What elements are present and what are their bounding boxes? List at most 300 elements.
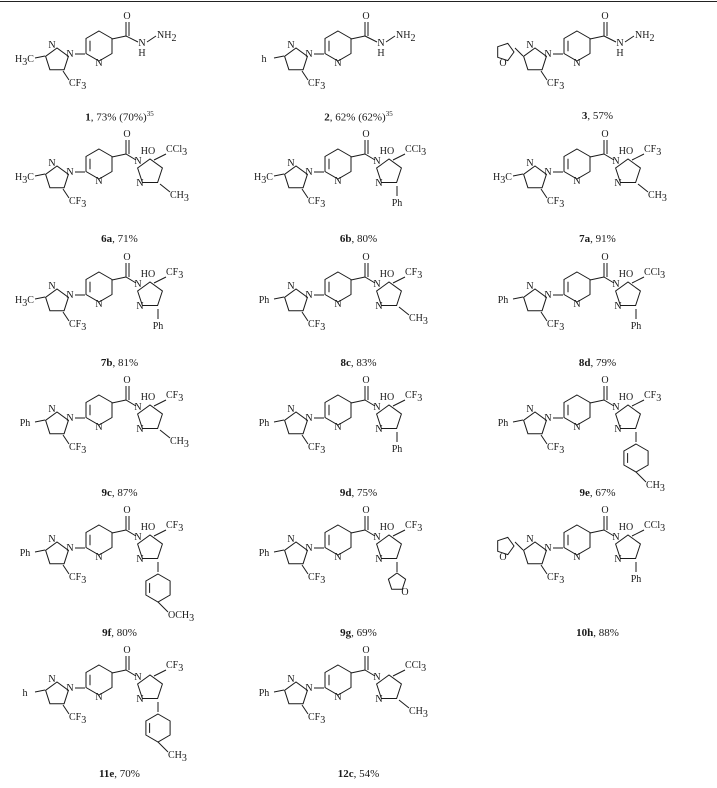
compound-yield: , 83% [350,357,377,369]
ring-n1: N [611,279,620,290]
carbonyl-oxygen: O [122,252,131,263]
pyrazole-ring [523,542,546,564]
bond [632,277,644,283]
cf3-label: CF3 [546,442,564,456]
structure-group [22,645,186,764]
hydroxy-label: HO [379,269,394,280]
compound-cell [478,122,717,249]
cf3-label: CF3 [68,712,86,726]
structure-group [497,375,664,494]
amide-h: H [376,48,385,59]
pyrazole-ring [284,48,307,70]
compound-id: 6a [101,233,113,245]
pyrazole-n1: N [47,281,56,292]
compound-yield: , 80% [351,233,378,245]
structure-diagram [483,122,713,227]
cf3-label: CF3 [68,319,86,333]
bond [126,36,138,42]
x-substituent-label: CCl3 [404,144,426,158]
bond [632,154,644,160]
bond [351,400,365,403]
pyridine-n: N [572,299,581,310]
compound-caption [478,233,717,245]
compound-yield: , 88% [593,627,619,639]
r3-label: Ph [258,418,269,429]
pyridine-n: N [94,692,103,703]
pyrazole-n2: N [543,49,552,60]
pyrazole-n2: N [65,543,74,554]
compound-cell [239,498,478,643]
r3-label: Ph [497,295,508,306]
bond [604,36,616,42]
bond [154,400,166,406]
bond [154,670,166,676]
pyrazole-n1: N [525,534,534,545]
compound-id: 11e [99,768,115,780]
bond [35,297,45,299]
methyl-label: H3C [14,172,34,186]
ring-n1: N [133,402,142,413]
compound-caption [0,233,239,245]
x-substituent-label: CF3 [643,144,661,158]
carbonyl-oxygen: O [600,375,609,386]
pyrazole-ring [284,412,307,434]
structure-group [497,505,664,586]
methyl-label: H3C [14,295,34,309]
pyrazole-n1: N [286,158,295,169]
pyrazole-n2: N [543,543,552,554]
compound-yield: , 57% [587,110,614,122]
pyrazole-n2: N [304,683,313,694]
compound-cell [0,498,239,643]
bond [513,297,523,299]
cf3-label: CF3 [546,196,564,210]
methyl-label: H3C [492,172,512,186]
pyridine-n: N [333,422,342,433]
carbonyl-oxygen: O [600,252,609,263]
bond [112,154,126,157]
furan-oxygen: O [498,552,507,563]
structure-group [254,129,426,210]
methyl-label: H3C [14,54,34,68]
structure-diagram [244,498,474,621]
compound-cell [239,4,478,126]
hydroxy-label: HO [379,146,394,157]
pyrazole-n2: N [304,290,313,301]
bond [160,430,170,438]
hydroxy-label: HO [140,522,155,533]
carbonyl-oxygen: O [361,375,370,386]
r3-label: Ph [19,548,30,559]
compound-id: 6b [339,233,352,245]
pyrazole-n2: N [543,413,552,424]
ring-n1: N [611,156,620,167]
compound-id: 12c [337,768,354,780]
compound-id: 9e [579,487,590,499]
ring-n2: N [374,178,383,189]
bond [274,550,284,552]
compound-yield: , 71% [112,233,138,245]
x-substituent-label: CF3 [165,390,183,404]
structure-diagram [5,245,235,351]
bond [35,690,45,692]
compound-yield: , 79% [590,357,617,369]
pyrazole-n2: N [65,167,74,178]
pyrazole-n2: N [65,49,74,60]
pyrazole-n2: N [65,290,74,301]
methyl-label: CH3 [408,313,428,327]
compound-yield: , 54% [353,768,380,780]
pyrazole-ring [45,289,68,311]
ring-n1: N [133,672,142,683]
ring-n2: N [374,694,383,705]
methyl-label: CH3 [408,706,428,720]
cf3-label: CF3 [68,78,86,92]
pyrazole-n2: N [65,413,74,424]
structure-group [493,129,667,210]
bond [35,550,45,552]
pyrazole-n1: N [525,281,534,292]
pyrazole-n1: N [47,674,56,685]
aryl-substituent-label: CH3 [167,750,187,764]
amide-n: N [376,38,385,49]
compound-caption [0,768,239,780]
x-substituent-label: CCl3 [643,267,665,281]
pyridine-n: N [333,299,342,310]
compound-cell [239,368,478,503]
structure-group [19,375,188,456]
x-substituent-label: CF3 [643,390,661,404]
hydroxy-label: HO [140,146,155,157]
r3-label: h [22,688,27,699]
bond [351,36,365,39]
bond [154,154,166,160]
x-substituent-label: CCl3 [165,144,187,158]
pyrazole-ring [45,412,68,434]
ring-n1: N [372,532,381,543]
r3-label: h [261,54,266,65]
structure-group [497,252,664,333]
compound-caption [478,110,717,122]
ring-n1: N [611,532,620,543]
compound-yield: , 67% [589,487,616,499]
compound-cell [478,498,717,643]
pyrazole-n1: N [525,40,534,51]
structure-group [497,11,654,92]
structure-group [258,645,427,726]
structure-diagram [5,498,235,624]
hydroxy-label: HO [379,522,394,533]
compound-cell [239,245,478,373]
phenyl-label: Ph [630,321,641,332]
reference-number: 35 [385,110,393,118]
bond [274,297,284,299]
cf3-label: CF3 [307,442,325,456]
aryl-substituent-label: OCH3 [167,610,194,624]
amide-n: N [615,38,624,49]
compound-cell [0,638,239,784]
pyrazole-ring [45,682,68,704]
carbonyl-oxygen: O [600,11,609,22]
nh2-label: NH2 [634,30,654,44]
bond [632,530,644,536]
compound-cell [478,368,717,503]
bond [274,690,284,692]
amide-h: H [137,48,146,59]
ring-n2: N [374,554,383,565]
bond [393,530,405,536]
cf3-label: CF3 [546,78,564,92]
pyrazole-n1: N [286,674,295,685]
pyrazole-ring [45,542,68,564]
cf3-label: CF3 [307,319,325,333]
ring-n2: N [374,424,383,435]
r3-label: Ph [258,688,269,699]
bond [351,154,365,157]
pyridine-n: N [94,422,103,433]
compound-id: 9g [340,627,352,639]
bond [365,36,377,42]
phenyl-label: Ph [152,321,163,332]
bond [112,277,126,280]
ring-n2: N [374,301,383,312]
ring-n1: N [372,402,381,413]
compound-yield: , 91% [590,233,616,245]
ring-n2: N [613,554,622,565]
amide-n: N [137,38,146,49]
hydroxy-label: HO [618,146,633,157]
compound-cell [239,122,478,249]
bond [590,36,604,39]
pyrazole-ring [523,412,546,434]
structure-group [258,505,422,598]
structure-diagram [5,368,235,481]
compound-id: 9f [102,627,112,639]
carbonyl-oxygen: O [361,645,370,656]
bond [351,530,365,533]
pyridine-n: N [94,176,103,187]
pyrazole-n1: N [47,158,56,169]
ring-n1: N [372,156,381,167]
pyridine-n: N [333,552,342,563]
cf3-label: CF3 [546,572,564,586]
bond [274,174,284,176]
structure-diagram [5,122,235,227]
bond [513,420,523,422]
bond [112,670,126,673]
bond [393,277,405,283]
phenyl-label: Ph [391,198,402,209]
compound-cell [0,368,239,503]
structure-group [261,11,415,92]
hydroxy-label: HO [379,392,394,403]
bond [274,56,284,58]
bond [515,48,523,56]
r3-label: Ph [497,418,508,429]
cf3-label: CF3 [546,319,564,333]
ring-n1: N [611,402,620,413]
methyl-label: CH3 [647,190,667,204]
pyridine-n: N [333,176,342,187]
bond [112,530,126,533]
compound-cell [239,638,478,784]
bond [399,700,409,708]
pyrazole-ring [523,166,546,188]
ring-n1: N [133,532,142,543]
pyridine-n: N [572,552,581,563]
compound-yield: , 73% (70%) [90,111,147,124]
amide-h: H [615,48,624,59]
compound-id: 8d [578,357,591,369]
compound-caption [239,233,478,245]
pyrazole-ring [284,166,307,188]
structure-diagram [483,498,713,621]
cf3-label: CF3 [68,572,86,586]
compound-yield: , 70% [114,768,140,780]
compound-yield: , 75% [351,487,378,499]
structure-group [15,252,183,333]
methyl-label: CH3 [169,190,189,204]
bond [158,602,168,612]
hydroxy-label: HO [618,522,633,533]
ring-n1: N [372,279,381,290]
pyrazole-n2: N [543,167,552,178]
bond [158,742,168,752]
structure-diagram [483,245,713,351]
pyrazole-n2: N [65,683,74,694]
x-substituent-label: CF3 [404,520,422,534]
bond [112,36,126,39]
ring-n2: N [613,178,622,189]
compound-caption [239,768,478,780]
pyridine-n: N [333,58,342,69]
structure-group [15,129,189,210]
structure-diagram [244,4,474,104]
bond [147,36,156,42]
pyridine-n: N [572,58,581,69]
compound-id: 1 [85,111,91,124]
ring-n2: N [135,301,144,312]
compound-yield: , 62% (62%) [329,111,386,124]
pyrazole-n1: N [286,534,295,545]
pyrazole-ring [45,166,68,188]
pyrazole-n1: N [286,281,295,292]
carbonyl-oxygen: O [361,11,370,22]
structure-diagram [244,638,474,762]
cf3-label: CF3 [307,572,325,586]
hydroxy-label: HO [140,269,155,280]
carbonyl-oxygen: O [600,129,609,140]
bond [274,420,284,422]
compound-caption [478,627,717,639]
bond [112,400,126,403]
ring-n2: N [135,178,144,189]
ring-n1: N [372,672,381,683]
x-substituent-label: CF3 [165,267,183,281]
structure-group [258,252,427,333]
nh2-label: NH2 [156,30,176,44]
bond [386,36,395,42]
bond [590,400,604,403]
r3-label: Ph [19,418,30,429]
structure-diagram [5,638,235,762]
pyrazole-ring [523,48,546,70]
carbonyl-oxygen: O [122,505,131,516]
carbonyl-oxygen: O [122,375,131,386]
pyrazole-n1: N [47,40,56,51]
compound-cell [478,245,717,373]
ring-n2: N [135,424,144,435]
carbonyl-oxygen: O [600,505,609,516]
x-substituent-label: CF3 [165,520,183,534]
methyl-label: H3C [253,172,273,186]
bond [625,36,634,42]
compound-id: 9c [101,487,112,499]
pyrazole-n2: N [543,290,552,301]
compound-cell [0,245,239,373]
phenyl-label: Ph [630,574,641,585]
pyrazole-ring [284,289,307,311]
structure-diagram [5,4,235,104]
x-substituent-label: CF3 [404,390,422,404]
ring-n2: N [135,694,144,705]
hydroxy-label: HO [140,392,155,403]
pyrazole-ring [523,289,546,311]
pyridine-n: N [572,176,581,187]
hydroxy-label: HO [618,392,633,403]
bond [513,174,523,176]
compound-yield: , 80% [111,627,137,639]
bond [399,307,409,315]
ring-n2: N [135,554,144,565]
compound-yield: , 87% [111,487,138,499]
pyrazole-n2: N [304,543,313,554]
pyrazole-n1: N [286,404,295,415]
pyrazole-n2: N [304,49,313,60]
bond [590,277,604,280]
bond [393,154,405,160]
top-rule [0,1,717,2]
methyl-label: CH3 [169,436,189,450]
compound-id: 2 [324,111,330,124]
compound-cell [0,122,239,249]
ring-n2: N [613,424,622,435]
compound-id: 10h [576,627,594,639]
compound-id: 3 [581,110,588,122]
pyrazole-n1: N [47,534,56,545]
pyrazole-n2: N [304,167,313,178]
pyridine-n: N [94,299,103,310]
pyridine-n: N [94,58,103,69]
bond [351,670,365,673]
pyrazole-ring [284,542,307,564]
bond [35,174,45,176]
structure-group [15,11,176,92]
reference-number: 35 [146,110,154,118]
pyrazole-n2: N [304,413,313,424]
hydroxy-label: HO [618,269,633,280]
pyrazole-ring [284,682,307,704]
x-substituent-label: CCl3 [404,660,426,674]
structure-diagram [244,122,474,227]
r3-label: Ph [258,548,269,559]
cf3-label: CF3 [307,196,325,210]
bond [393,670,405,676]
cf3-label: CF3 [307,712,325,726]
carbonyl-oxygen: O [122,129,131,140]
compound-cell [478,4,717,126]
compound-yield: , 81% [112,357,139,369]
